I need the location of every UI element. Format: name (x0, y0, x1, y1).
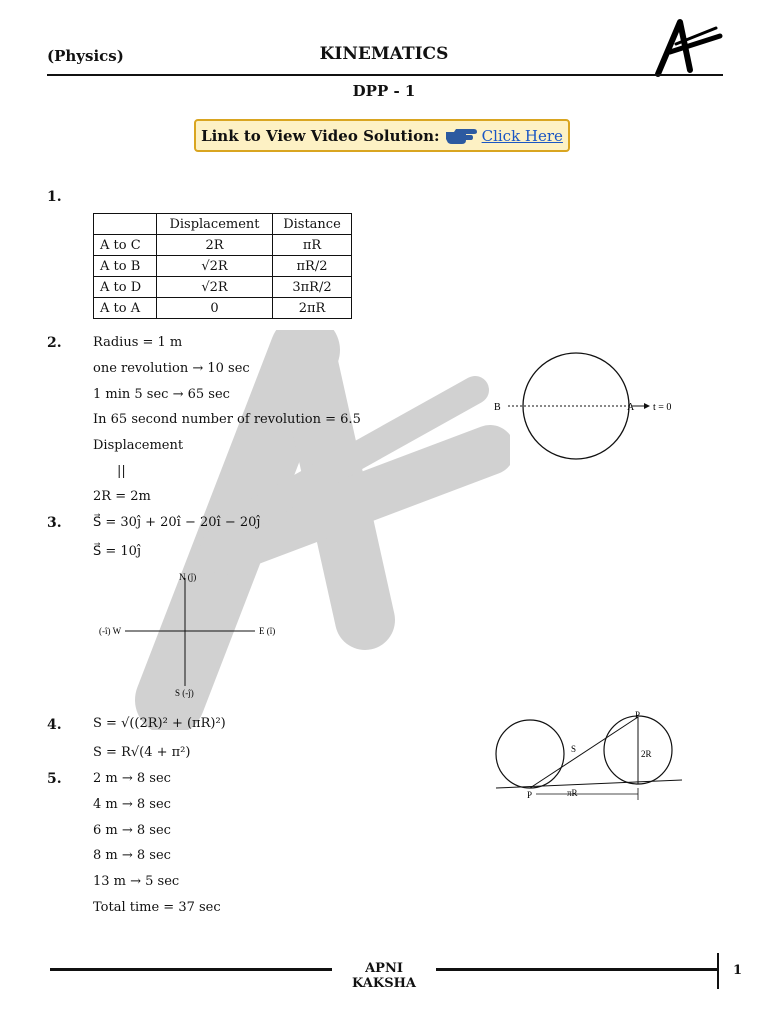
answer-line: one revolution → 10 sec (93, 361, 250, 376)
answer-line: Displacement (93, 438, 184, 453)
question-number-2: 2. (47, 335, 62, 351)
question-number-3: 3. (47, 515, 62, 531)
question-number-1: 1. (47, 189, 62, 205)
apni-kaksha-logo (650, 18, 726, 78)
wheel-start (496, 720, 564, 788)
compass-axes-diagram (95, 568, 295, 703)
label-a: A (627, 402, 635, 413)
answer-line: 2 m → 8 sec (93, 771, 171, 786)
table-cell: A to B (94, 256, 157, 277)
answer-line: 1 min 5 sec → 65 sec (93, 387, 230, 402)
circle-revolution-diagram (486, 350, 686, 466)
table-cell: πR (273, 235, 352, 256)
answer-line: S⃗ = 10ĵ (93, 544, 141, 559)
pointing-hand-icon (444, 126, 478, 146)
table-cell: πR/2 (273, 256, 352, 277)
answer-line: 8 m → 8 sec (93, 848, 171, 863)
ground-line (496, 780, 682, 788)
answer-line: In 65 second number of revolution = 6.5 (93, 412, 361, 427)
table-cell: 2R (157, 235, 273, 256)
label-p-top: P (635, 710, 641, 720)
label-s: S (571, 744, 577, 754)
table-row (94, 256, 352, 277)
table-header-cell: Displacement (157, 214, 273, 235)
video-solution-banner (194, 119, 570, 152)
footer-brand: APNI KAKSHA (352, 961, 416, 991)
dpp-label: DPP - 1 (352, 82, 416, 100)
header-divider (47, 74, 723, 76)
displacement-line (530, 717, 638, 788)
table-cell: A to D (94, 277, 157, 298)
answer-line: 13 m → 5 sec (93, 874, 180, 889)
footer-vertical-bar (717, 953, 719, 989)
label-b: B (494, 402, 501, 413)
north-label: N (ĵ) (179, 572, 197, 582)
answer-line: 2R = 2m (93, 489, 151, 504)
table-cell: √2R (157, 277, 273, 298)
video-solution-label: Link to View Video Solution: (201, 126, 440, 145)
table-row (94, 277, 352, 298)
label-pir: πR (567, 788, 578, 798)
table-row (94, 235, 352, 256)
label-p-bottom: P (527, 790, 533, 800)
label-t: t = 0 (653, 402, 672, 413)
east-label: E (î) (259, 626, 276, 636)
answer-line: Radius = 1 m (93, 335, 183, 350)
table-header-cell (94, 214, 157, 235)
footer-divider-right (436, 968, 718, 971)
label-2r: 2R (641, 749, 652, 759)
south-label: S (-ĵ) (175, 688, 194, 698)
rolling-wheel-diagram (492, 710, 688, 802)
subject-label: (Physics) (47, 47, 124, 65)
question-number-5: 5. (47, 771, 62, 787)
table-header-cell: Distance (273, 214, 352, 235)
table-cell: A to A (94, 298, 157, 319)
table-row (94, 298, 352, 319)
table-header-row (94, 214, 352, 235)
page-number: 1 (733, 963, 743, 978)
table-cell: A to C (94, 235, 157, 256)
table-cell: √2R (157, 256, 273, 277)
answer-line: S⃗ = 30ĵ + 20î − 20î − 20ĵ (93, 515, 261, 530)
arrow-head (644, 403, 650, 409)
displacement-distance-table (93, 213, 352, 319)
answer-line: S = R√(4 + π²) (93, 745, 191, 760)
west-label: (-î) W (99, 626, 122, 636)
answer-line: Total time = 37 sec (93, 900, 221, 915)
table-cell: 3πR/2 (273, 277, 352, 298)
footer-divider-left (50, 968, 332, 971)
answer-line: S = √((2R)² + (πR)²) (93, 716, 226, 731)
table-cell: 0 (157, 298, 273, 319)
table-cell: 2πR (273, 298, 352, 319)
answer-line: || (117, 464, 126, 479)
click-here-link[interactable]: Click Here (481, 126, 563, 145)
answer-line: 6 m → 8 sec (93, 823, 171, 838)
answer-line: 4 m → 8 sec (93, 797, 171, 812)
page-title: KINEMATICS (319, 44, 449, 64)
question-number-4: 4. (47, 717, 62, 733)
